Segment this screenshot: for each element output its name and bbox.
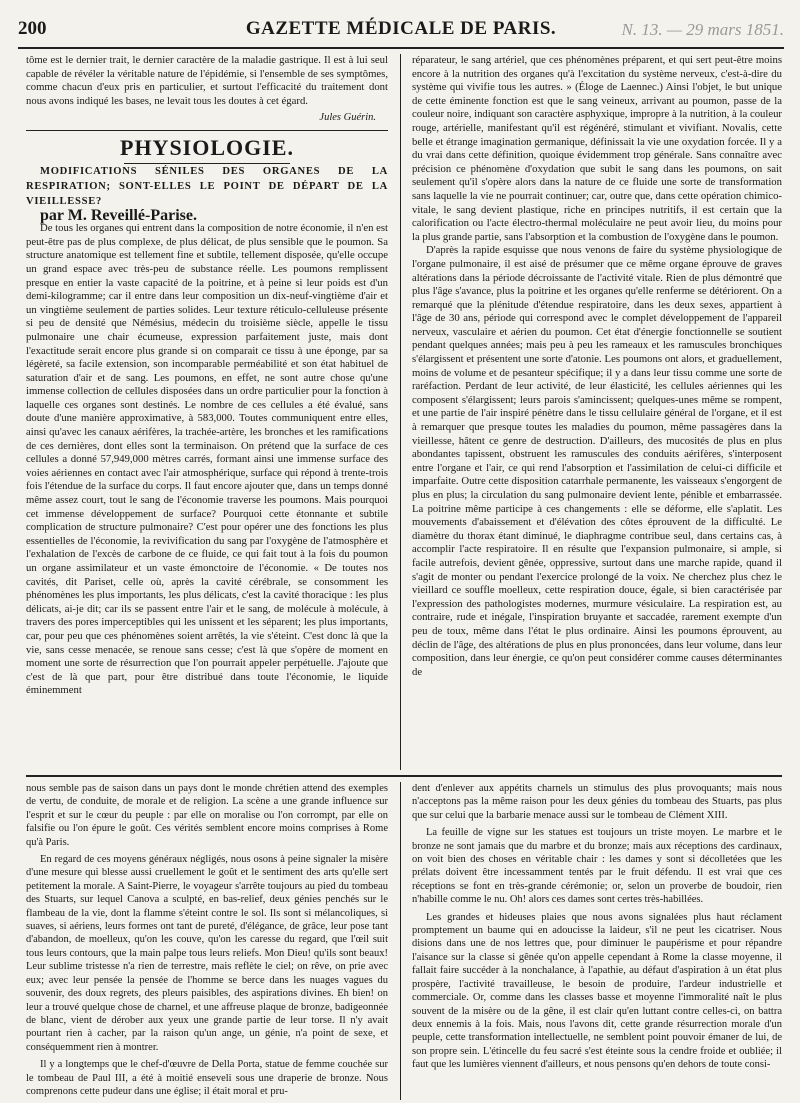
column-divider [400,54,401,770]
article-paragraph: réparateur, le sang artériel, que ces phénomènes préparent, et qui sert peut-être moins encore à la nutrition des organes qu'à l'excitation du système nerveux, c'est-à-dire du système qui vivifie tous les autres. » (Éloge de Laennec.) Ainsi l'objet, le but unique de cette éminente fonction est que le sang veineux, arrivant au poumon, passe de la couleur noire, indiquant son caractère asphyxique, impropre à la nutrition, à la couleur rouge, artérielle, manifestant qu'il est régénéré, stimulant et vivifiant. Novalis, cette belle et étrange imagination germanique, définissait la vie une oxydation forcée. Il y a du vrai dans cette définition, quoique évidemment trop générale. Sans connaître avec précision ce phénomène d'oxydation que subit le sang dans les poumons, on sait seulement qu'il s'opère alors dans la nature de ce fluide une sorte de transformation sans laquelle la vie ne pourrait continuer; car, outre que, dans cette opération chimico-vitale, le sang devient plastique, riche en principes nutritifs, il est certain que la calorification ou l'acte électro-thermal moléculaire ne peut avoir lieu, du moins pour la plus grande partie, sans l'absorption et la combustion de l'oxygène dans le poumon. [412,54,782,243]
article-paragraph: De tous les organes qui entrent dans la composition de notre économie, il n'en est peut-être pas de plus complexe, de plus délicat, de plus sensible que le poumon. Sa structure anatomique est tellement fine et subtile, tellement disposée, qu'elle occupe un grand espace avec très-peu de substance réelle. Les poumons remplissent presque en entier la vaste capacité de la poitrine, et à peine si leur poids est d'un demi-kilogramme; car il entre dans leur composition un dix-neuf-vingtième d'air et un vingtième seulement de parties solides. Leur texture réticulo-celluleuse présente si peu de densité que Némésius, médecin du troisième siècle, appelle le tissu pulmonaire une chair écumeuse, expression parfaitement juste, mais dont l'exactitude serait encore plus grande si on comparait ce tissu à une éponge, par sa légèreté, sa facile extension, son incomparable perméabilité et son état habituel de saturation d'air et de sang. Les poumons, en effet, ne sont autre chose qu'une immense collection de cellules disposées dans un ordre particulier pour la fonction à laquelle ces organes sont destinés. Le nombre de ces cellules a été évalué, sans doute d'une manière approximative, à 583,000. Toutes communiquent entre elles, ainsi qu'avec les canaux aérifères, la trachée-artère, les bronches et les ramifications de ces dernières, dont elles sont la terminaison. On prétend que la surface de ces cellules a donné 57,949,000 mètres carrés, formant ainsi une immense surface des voies aériennes en contact avec l'air atmosphérique, surface qui répond à trente-trois fois l'étendue de la surface du corps. Il faut encore ajouter que, dans un temps donné même assez court, tout le sang de l'économie traverse les poumons. Mais pourquoi cet immense développement de surface? Pourquoi cette étonnante et subtile complication de structure pulmonaire? C'est pour opérer une des fonctions les plus essentielles de l'économie, la revivification du sang par l'oxygène de l'atmosphère et l'exhalation de l'excès de carbone de ce fluide, ce qui fait tout à la fois du poumon un organe assimilateur et un vaste émonctoire de l'économie. « De toutes nos cavités, dit Pariset, celle où, après la cavité cérébrale, se consomment les phénomènes les plus importants, les plus délicats, c'est la cavité thoracique : les plus délicats, ai-je dit; car ils se passent entre l'air et le sang, de molécule à molécule, à travers des pores imperceptibles qui les unissent et les séparent; les plus importants, car, pour peu que ces phénomènes soient arrêtés, la vie s'éteint. C'est donc là que la vie, sans cesse menacée, se renoue sans cesse; c'est là que s'opère de moment en moment une sorte de résurrection que l'on pourrait appeler perpétuelle. J'ajoute que c'est de là que part, pour être distribué dans toute l'économie, le liquide éminemment [26,222,388,697]
intro-paragraph: tôme est le dernier trait, le dernier caractère de la maladie gastrique. Il est à lui seul capable de révéler la véritable nature de l'épidémie, si l'ensemble de ses symptômes, comme chacun d'eux pris en particulier, et surtout l'efficacité du traitement dont nous avons indiqué les bases, ne levait tous les doutes à cet égard. [26,54,388,107]
article-title: MODIFICATIONS SÉNILES DES ORGANES DE LA RESPIRATION; SONT-ELLES LE POINT DE DÉPART DE LA VIEILLESSE? [26,165,388,207]
page-number: 200 [18,18,47,39]
feuilleton-paragraph: nous semble pas de saison dans un pays dont le monde chrétien attend des exemples de vertu, de conduite, de morale et de religion. La scène a une grande influence sur l'esprit et sur le cœur du peuple : par elle on moralise ou l'on corrompt, par elle on falsifie ou l'on épure le goût. Ces vérités semblent encore moins comprises à Rome qu'à Paris. [26,783,388,848]
feuilleton-paragraph: Les grandes et hideuses plaies que nous avons signalées plus haut réclament promptement un baume qui en adoucisse la laideur, s'il ne peut les cicatriser. Nous disions dans une de nos lettres que, pour diminuer le paupérisme et pour répandre l'aisance sur la classe si gênée qu'on appelle cependant à Rome la classe moyenne, il fallait faire succéder à la nonchalance, à l'apathie, au défaut d'aspiration à un état plus prospère, l'activité travailleuse, le besoin de produire, l'ardeur industrielle et commerciale. Or, comme dans les classes basse et moyenne l'immoralité naît le plus souvent de la misère ou de la gêne, il est clair qu'en luttant contre celles-ci, on battra deux ennemis à la fois. Mais, nous l'avons dit, cette grande résurrection morale d'un peuple, cette transformation intellectuelle, ne semblent point pouvoir émaner de lui, de son propre sein. L'étincelle du feu sacré s'est éteinte sous la cendre froide et oubliée; il faut que les lumières viennent d'ailleurs, et nous pensons qu'en dehors de toute consi- [412,911,782,1071]
feuilleton-paragraph: La feuille de vigne sur les statues est toujours un triste moyen. Le marbre et le bronze ne sont jamais que du marbre et du bronze; mais aux réceptions des cardinaux, on voit bien des choses en véritable chair : les dames y sont si décolletées que les prélats doivent être incessamment tentés par le fruit défendu. Il est vrai que ces réceptions se font en très-grande cérémonie; or, selon un proverbe de boudoir, rien n'habille comme le nu. Oh! alors ces dames sont certes très-habillées. [412,827,782,906]
section-title: PHYSIOLOGIE. [120,134,294,160]
article-paragraph: D'après la rapide esquisse que nous venons de faire du système physiologique de l'organe pulmonaire, il est aisé de présumer que ce même organe éprouve de graves altérations dans la période décroissante de l'activité vitale. Rien de plus démontré que plus l'âge s'avance, plus la poitrine et les organes qu'elle renferme se détériorent. On a remarqué que la plénitude d'étendue respiratoire, dans les deux sexes, appartient à l'âge de 30 ans, période qui correspond avec le complet développement de l'appareil nerveux, vasculaire et aérien du poumon. Cet état d'énergie fonctionnelle se soutient pendant quelques années; mais peu à peu les rameaux et les ramuscules bronchiques s'élargissent et présentent une sorte d'atonie. Les poumons ont alors, et graduellement, moins de volume et de pesanteur spécifique; il y a dans leur tissu comme une sorte de raréfaction. Perdant de leur activité, de leur élasticité, les cellules aériennes qui les composent s'élargissent; leurs parois s'amincissent; quelques-unes même se rompent, et une partie de l'air inspiré pénètre dans le tissu cellulaire général de l'organe, et il est à remarquer que presque toutes les maladies du poumon, même passagères dans la vieillesse, hâtent ce genre de destruction. D'ailleurs, des mucosités de plus en plus abondantes tapissent, obstruent les ramuscules des conduits aérifères, s'interposent entre l'organe et l'air, ce qui rend l'absorption et l'assimilation de celui-ci difficile et imparfaite. Outre cette disposition catarrhale permanente, les vaisseaux s'engorgent de plus en plus; la circulation du sang pulmonaire devient lente, pénible et embarrassée. La poitrine même participe à ces changements : elle se déforme, elle s'aplatit. Les mouvements d'abaissement et d'élévation des côtes éprouvent de la difficulté. Le diamètre du thorax étant diminué, le diaphragme contribue seul, dans certains cas, à accomplir l'acte respiratoire. Il en résulte que l'expansion pulmonaire, si ample, si facile autrefois, devient gênée, oppressive, surtout dans une marche rapide, quand il s'agit de monter ou pendant l'exercice prolongé de la voix. Ne cherchez plus chez le vieillard ce souffle moelleux, cette respiration douce, égale, si bien caractérisée par l'expression des pathologistes modernes, murmure vésiculaire. La respiration est, au contraire, rude et inégale, l'inspiration bruyante et saccadée, rarement exempte d'un peu de toux, même dans l'état le plus ordinaire. Ainsi les poumons éprouvent, au déclin de l'âge, des altérations de plus en plus prononcées, dans leur volume, dans leur composition, dans leur énergie, ce qu'on peut considérer comme causes déterminantes de [412,244,782,678]
feuilleton-paragraph: dent d'enlever aux appétits charnels un stimulus des plus provoquants; mais nous n'acceptons pas la même raison pour les deux génies du tombeau des Stuarts, pas plus que sur celui que la barbarie menace aussi sur le tombeau de Clément XIII. [412,783,782,821]
header-rule [18,47,784,49]
journal-title: GAZETTE MÉDICALE DE PARIS. [245,18,557,39]
feuilleton-left-column [26,782,388,1100]
right-column [412,54,782,770]
article-author: par M. Reveillé-Parise. [40,206,197,224]
section-rule [26,130,388,131]
feuilleton-paragraph: Il y a longtemps que le chef-d'œuvre de Della Porta, statue de femme couchée sur le tombeau de Paul III, a été à moitié enseveli sous une draperie de bronze. Nous comprenons cette pudeur dans une église; il était moral et pru- [26,1059,388,1097]
left-column [26,54,388,770]
signature: Jules Guérin. [319,112,376,124]
feuilleton-divider [400,782,401,1100]
page-header [18,18,784,42]
feuilleton-right-column [412,782,782,1100]
feuilleton-paragraph: En regard de ces moyens généraux négligés, nous osons à peine signaler la misère d'une mesure qui blesse aussi cruellement le goût et le sentiment des arts qu'elle sert petitement la morale. A Saint-Pierre, le voyageur s'arrête toujours au pied du tombeau des Stuarts, sur lequel Canova a sculpté, en bas-relief, deux génies penchés sur le flambeau de la vie, dont la flamme s'éteint contre le sol. Ils sont si mélancoliques, si suaves, si aériens, leurs formes ont tant de pureté, d'élégance, de grâce, leur pose tant d'abandon, de moelleux, qu'on les couve, qu'on les caresse du regard, que l'œil suit tous leurs contours, que la main palpe tous leurs reliefs. Mon Dieu! qu'ils sont beaux! Leur sublime tristesse n'a rien de terrestre, mais reflète le ciel; on rêve, on prie avec eux; avec leur pensée la pensée de l'homme se berce dans les nuages vagues du souvenir, des doux regrets, des pleurs paisibles, des aspirations divines. Eh bien! on leur a trouvé quelque chose de charnel, et une affreuse plaque de bronze, badigeonnée de blanc, vient de dérober aux yeux une grande partie de leur torse. Il n'y avait pourtant rien à cacher, par la raison qu'un ange, un génie, n'a point de sexe, et conséquemment rien à montrer. [26,854,388,1053]
feuilleton-rule [26,775,782,777]
issue-info: N. 13. — 29 mars 1851. [621,20,784,39]
